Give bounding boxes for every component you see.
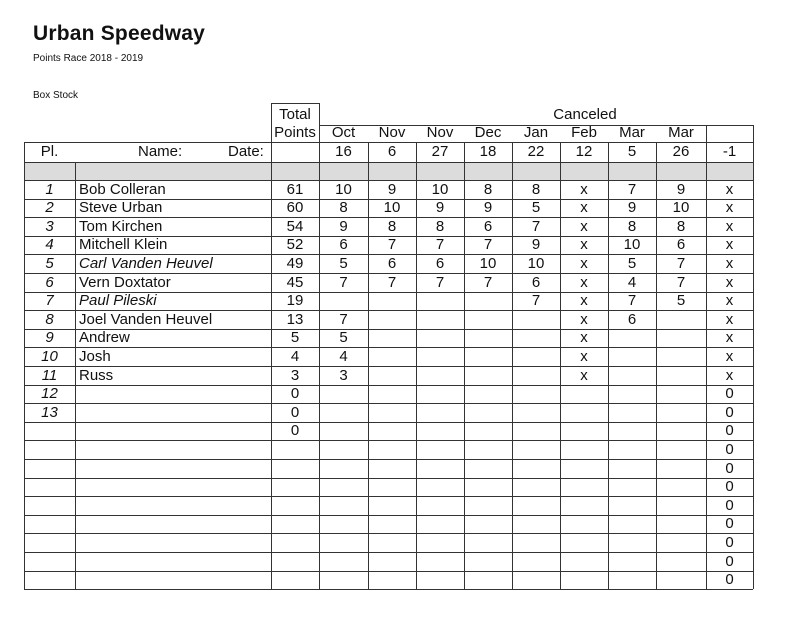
score-cell: 8	[676, 217, 686, 235]
score-cell: 9	[435, 199, 445, 217]
score-cell: 8	[627, 217, 637, 235]
total-points: 13	[286, 310, 304, 328]
place-cell: 1	[45, 180, 54, 198]
header-pl: Pl.	[40, 143, 59, 160]
total-points: 45	[286, 273, 304, 291]
driver-name: Mitchell Klein	[79, 236, 168, 254]
score-cell: 5	[627, 254, 637, 272]
driver-name: Russ	[79, 366, 114, 384]
score-cell: 7	[627, 180, 637, 198]
total-points: 0	[290, 422, 300, 440]
score-cell: x	[580, 366, 588, 384]
grid-line	[24, 533, 753, 534]
score-cell: 7	[339, 310, 348, 328]
header-month: Jan	[523, 124, 549, 141]
place-cell: 12	[41, 385, 58, 403]
score-cell: 10	[383, 199, 401, 217]
grid-line	[24, 571, 753, 572]
total-points: 49	[286, 254, 304, 272]
score-cell: 4	[339, 347, 348, 365]
score-cell: 7	[435, 236, 445, 254]
header-day: -1	[722, 143, 737, 160]
score-cell: 8	[435, 217, 445, 235]
score-cell: x	[725, 180, 734, 198]
score-cell: 8	[339, 199, 348, 217]
score-cell: 9	[531, 236, 541, 254]
score-cell: x	[580, 347, 588, 365]
total-points: 54	[286, 217, 304, 235]
header-month: Oct	[331, 124, 356, 141]
score-cell: x	[725, 347, 734, 365]
header-day: 16	[335, 143, 352, 160]
score-cell: 6	[435, 254, 445, 272]
header-month: Mar	[668, 124, 694, 141]
score-cell: x	[580, 180, 588, 198]
score-cell: 0	[725, 385, 734, 403]
total-points: 61	[286, 180, 304, 198]
score-cell: 7	[676, 273, 686, 291]
header-day: 22	[527, 143, 545, 160]
page-title: Urban Speedway	[33, 22, 206, 45]
place-cell: 13	[41, 403, 58, 421]
grid-line	[753, 125, 754, 589]
score-cell: 6	[627, 310, 637, 328]
header-month: Feb	[571, 124, 597, 141]
header-month: Mar	[619, 124, 645, 141]
score-cell: 8	[483, 180, 493, 198]
score-cell: x	[725, 217, 734, 235]
total-points: 0	[290, 385, 300, 403]
grid-line	[24, 440, 753, 441]
score-cell: x	[725, 310, 734, 328]
score-cell: x	[725, 273, 734, 291]
driver-name: Andrew	[79, 329, 130, 347]
score-cell: x	[725, 199, 734, 217]
score-cell: x	[580, 236, 588, 254]
header-shade-band	[24, 162, 753, 180]
score-cell: 7	[483, 236, 493, 254]
score-cell: x	[580, 273, 588, 291]
total-points: 4	[290, 347, 300, 365]
score-cell: x	[725, 329, 734, 347]
driver-name: Josh	[79, 347, 111, 365]
header-day: 27	[431, 143, 449, 160]
score-cell: 10	[479, 254, 497, 272]
score-cell: 0	[725, 496, 734, 514]
score-cell: 6	[531, 273, 541, 291]
score-cell: 0	[725, 515, 734, 533]
score-cell: 0	[725, 533, 734, 551]
header-points: Points	[274, 124, 316, 141]
score-cell: 7	[387, 236, 397, 254]
page-subtitle: Points Race 2018 - 2019	[33, 53, 144, 64]
total-points: 52	[286, 236, 304, 254]
place-cell: 6	[45, 273, 54, 291]
grid-line	[24, 162, 753, 163]
total-points: 60	[286, 199, 304, 217]
score-cell: x	[580, 254, 588, 272]
header-month: Nov	[378, 124, 406, 141]
grid-line	[24, 385, 753, 386]
score-cell: 10	[623, 236, 641, 254]
score-cell: 9	[627, 199, 637, 217]
score-cell: 7	[627, 292, 637, 310]
score-cell: 8	[387, 217, 397, 235]
grid-line	[75, 162, 76, 589]
score-cell: 4	[627, 273, 637, 291]
score-cell: 8	[531, 180, 541, 198]
score-cell: 0	[725, 571, 734, 589]
score-cell: 9	[387, 180, 397, 198]
class-label: Box Stock	[33, 90, 79, 101]
header-day: 18	[479, 143, 497, 160]
grid-line	[24, 589, 753, 590]
score-cell: x	[725, 236, 734, 254]
place-cell: 10	[41, 347, 58, 365]
header-total: Total	[279, 106, 311, 123]
score-cell: 7	[531, 217, 541, 235]
score-cell: x	[580, 199, 588, 217]
place-cell: 2	[45, 199, 54, 217]
grid-line	[24, 496, 753, 497]
score-cell: x	[725, 254, 734, 272]
score-cell: x	[725, 366, 734, 384]
grid-line	[24, 478, 753, 479]
driver-name: Bob Colleran	[79, 180, 166, 198]
score-cell: 7	[339, 273, 348, 291]
place-cell: 4	[45, 236, 54, 254]
driver-name: Joel Vanden Heuvel	[79, 310, 213, 328]
score-cell: 6	[387, 254, 397, 272]
grid-line	[24, 422, 753, 423]
score-cell: 5	[676, 292, 686, 310]
place-cell: 11	[41, 366, 58, 384]
score-cell: 5	[339, 254, 348, 272]
score-cell: 7	[531, 292, 541, 310]
grid-line	[24, 552, 753, 553]
score-cell: x	[725, 292, 734, 310]
driver-name: Tom Kirchen	[79, 217, 163, 235]
score-cell: 0	[725, 552, 734, 570]
score-cell: 0	[725, 403, 734, 421]
score-cell: x	[580, 217, 588, 235]
score-cell: 7	[676, 254, 686, 272]
score-cell: 7	[483, 273, 493, 291]
place-cell: 3	[45, 217, 54, 235]
grid-line	[271, 103, 319, 104]
score-cell: x	[580, 292, 588, 310]
score-cell: 6	[339, 236, 348, 254]
score-cell: 9	[339, 217, 348, 235]
score-cell: 7	[387, 273, 397, 291]
score-cell: 9	[483, 199, 493, 217]
score-cell: 10	[672, 199, 690, 217]
score-cell: 0	[725, 440, 734, 458]
total-points: 19	[286, 292, 304, 310]
place-cell: 7	[45, 292, 54, 310]
header-name: Name:	[138, 143, 183, 160]
score-cell: 6	[676, 236, 686, 254]
header-day: 5	[627, 143, 637, 160]
header-day: 6	[387, 143, 397, 160]
header-month: Dec	[474, 124, 502, 141]
score-cell: 6	[483, 217, 493, 235]
score-cell: x	[580, 329, 588, 347]
score-cell: 3	[339, 366, 348, 384]
header-month: Nov	[426, 124, 454, 141]
driver-name: Carl Vanden Heuvel	[79, 254, 213, 272]
grid-line	[24, 403, 753, 404]
score-cell: 10	[335, 180, 352, 198]
score-cell: 10	[527, 254, 545, 272]
score-cell: 10	[431, 180, 449, 198]
place-cell: 8	[45, 310, 54, 328]
total-points: 0	[290, 403, 300, 421]
header-day: 26	[672, 143, 690, 160]
header-date: Date:	[228, 143, 264, 160]
place-cell: 5	[45, 254, 54, 272]
place-cell: 9	[45, 329, 54, 347]
score-cell: 5	[339, 329, 348, 347]
driver-name: Paul Pileski	[79, 292, 157, 310]
score-cell: 0	[725, 422, 734, 440]
header-day: 12	[575, 143, 593, 160]
score-cell: 7	[435, 273, 445, 291]
header-canceled: Canceled	[553, 106, 617, 123]
total-points: 3	[290, 366, 300, 384]
score-cell: 5	[531, 199, 541, 217]
grid-line	[24, 459, 753, 460]
driver-name: Steve Urban	[79, 199, 163, 217]
score-cell: 0	[725, 459, 734, 477]
score-cell: x	[580, 310, 588, 328]
score-cell: 0	[725, 478, 734, 496]
total-points: 5	[290, 329, 300, 347]
driver-name: Vern Doxtator	[79, 273, 171, 291]
grid-line	[24, 515, 753, 516]
score-cell: 9	[676, 180, 686, 198]
